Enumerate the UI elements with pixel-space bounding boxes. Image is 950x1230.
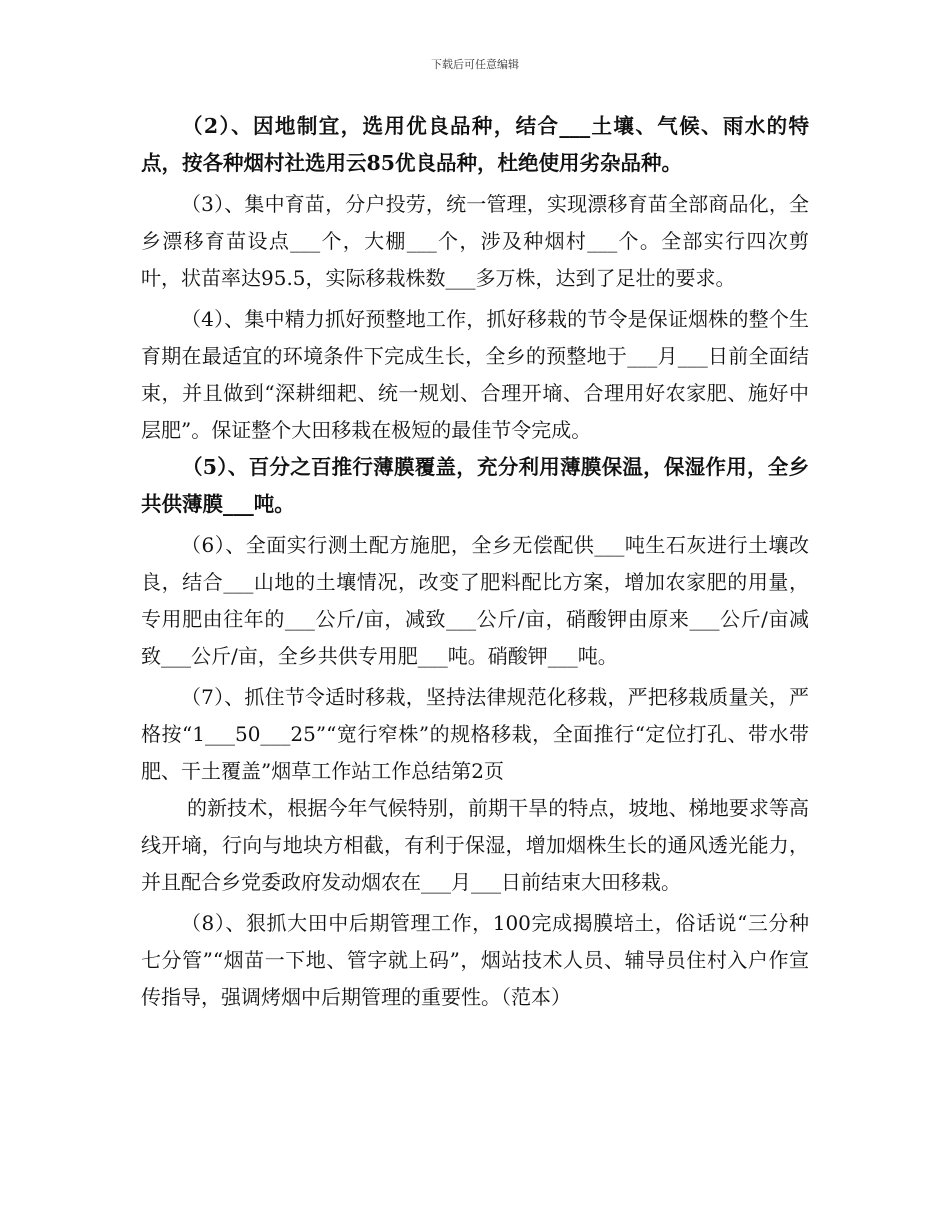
paragraph-2: （2）、因地制宜，选用优良品种，结合___土壤、气候、雨水的特点，按各种烟村社选用云85优良品种，杜绝使用劣杂品种。 <box>141 114 809 175</box>
paragraph-4: （4）、集中精力抓好预整地工作，抓好移栽的节令是保证烟株的整个生育期在最适宜的环境条件下完成生长，全乡的预整地于___月___日前全面结束，并且做到“深耕细耙、统一规划、合理开墒、合理用好农家肥、施好中层肥”。保证整个大田移栽在极短的最佳节令完成。 <box>141 307 809 442</box>
paragraph-6: （6）、全面实行测土配方施肥，全乡无偿配供___吨生石灰进行土壤改良，结合___山地的土壤情况，改变了肥料配比方案，增加农家肥的用量，专用肥由往年的___公斤/亩，减致___公斤/亩，硝酸钾由原来___公斤/亩减致___公斤/亩，全乡共供专用肥___吨。硝酸钾___吨。 <box>141 533 809 668</box>
paragraph-8: （8）、狠抓大田中后期管理工作，100完成揭膜培土，俗话说“三分种七分管”“烟苗一下地、管字就上码”，烟站技术人员、辅导员住村入户作宣传指导，强调烤烟中后期管理的重要性。（范本） <box>141 911 809 1009</box>
paragraph-7-continued: 的新技术，根据今年气候特别，前期干旱的特点，坡地、梯地要求等高线开墒，行向与地块方相截，有利于保湿，增加烟株生长的通风透光能力，并且配合乡党委政府发动烟农在___月___日前结束大田移栽。 <box>141 796 809 894</box>
page-header: 下载后可任意编辑 <box>431 58 519 71</box>
document-body <box>141 108 809 1016</box>
paragraph-5: （5）、百分之百推行薄膜覆盖，充分利用薄膜保温，保湿作用，全乡共供薄膜___吨。 <box>141 455 809 516</box>
paragraph-3: （3）、集中育苗，分户投劳，统一管理，实现漂移育苗全部商品化，全乡漂移育苗设点___个，大棚___个，涉及种烟村___个。全部实行四次剪叶，状苗率达95.5，实际移栽株数___多万株，达到了足壮的要求。 <box>141 192 809 290</box>
paragraph-7: （7）、抓住节令适时移栽，坚持法律规范化移栽，严把移栽质量关，严格按“1___50___25”“宽行窄株”的规格移栽，全面推行“定位打孔、带水带肥、干土覆盖”烟草工作站工作总结第2页 <box>141 685 809 783</box>
